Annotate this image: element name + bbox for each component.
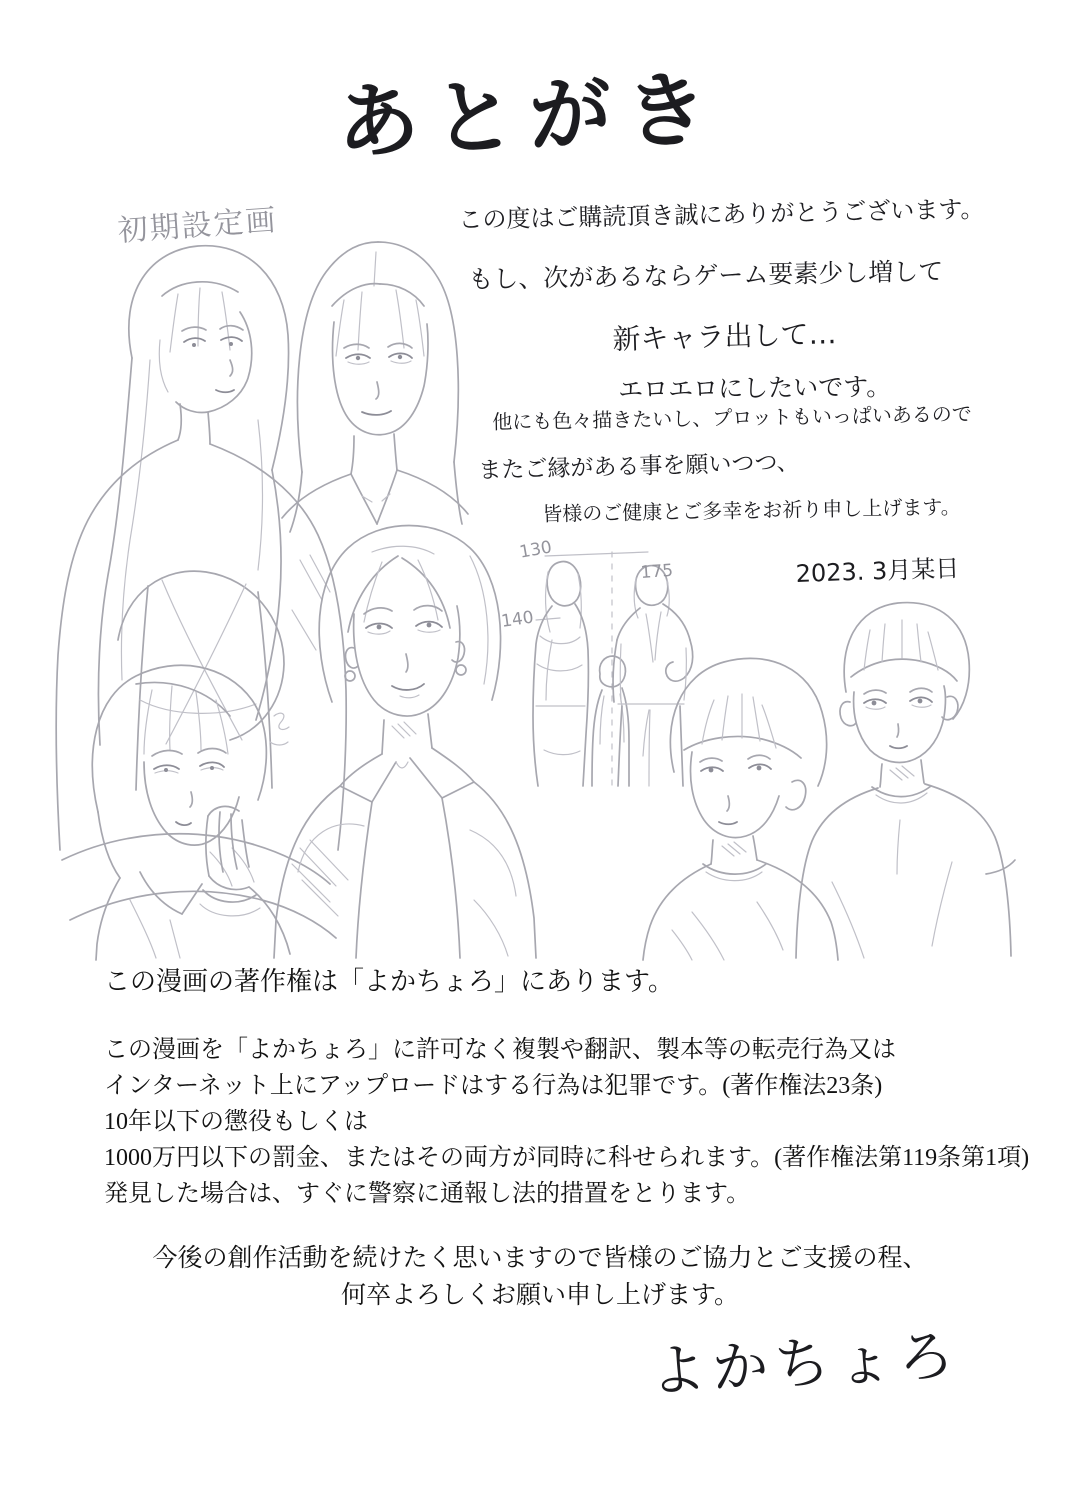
height-annotation: 140 (500, 607, 535, 632)
message-line: もし、次があるならゲーム要素少し増して (468, 256, 944, 294)
height-annotation: 175 (640, 560, 674, 583)
sketch-woman-long-hair-portrait (282, 242, 468, 532)
closing-line: 何卒よろしくお願い申し上げます。 (340, 1282, 739, 1309)
copyright-line: この漫画の著作権は「よかちょろ」にあります。 (104, 967, 674, 996)
sketch-woman-bob-earrings (274, 526, 536, 959)
message-line: この度はご購読頂き誠にありがとうございます。 (458, 194, 985, 234)
legal-body-line: この漫画を「よかちょろ」に許可なく複製や翻訳、製本等の転売行為又は (104, 1037, 896, 1063)
sketch-label: 初期設定画 (116, 202, 279, 249)
sketch-woman-long-hair-apron (56, 246, 346, 938)
legal-body-line: 1000万円以下の罰金、またはその両方が同時に科せられます。(著作権法第119条第1項) (104, 1145, 1030, 1171)
legal-body-line: 発見した場合は、すぐに警察に通報し法的措置をとります。 (104, 1181, 751, 1207)
sketch-scribble (270, 713, 289, 745)
author-signature: よかちょろ (648, 1323, 962, 1405)
sketch-height-comparison-figures (533, 552, 693, 786)
legal-closing (0, 1240, 1080, 1314)
message-line: 新キャラ出して… (612, 317, 837, 356)
message-line: 皆様のご健康とご多幸をお祈り申し上げます。 (542, 494, 961, 526)
sketch-boy-front (796, 603, 1015, 958)
message-line: またご縁がある事を願いつつ、 (478, 449, 800, 484)
sketch-woman-short-hair-hand (92, 665, 290, 960)
legal-body (104, 1032, 1029, 1212)
legal-body-line: インターネット上にアップロードはする行為は犯罪です。(著作権法23条) (104, 1073, 883, 1099)
closing-line: 今後の創作活動を続けたく思いますので皆様のご協力とご支援の程、 (152, 1245, 928, 1272)
message-date: 2023. 3月某日 (795, 554, 960, 588)
height-annotation: 130 (518, 537, 554, 563)
legal-body-line: 10年以下の懲役もしくは (104, 1109, 368, 1135)
message-line: 他にも色々描きたいし、プロットもいっぱいあるので (492, 401, 973, 434)
page-title: あとがき (335, 62, 723, 171)
message-line: エロエロにしたいです。 (618, 372, 892, 404)
